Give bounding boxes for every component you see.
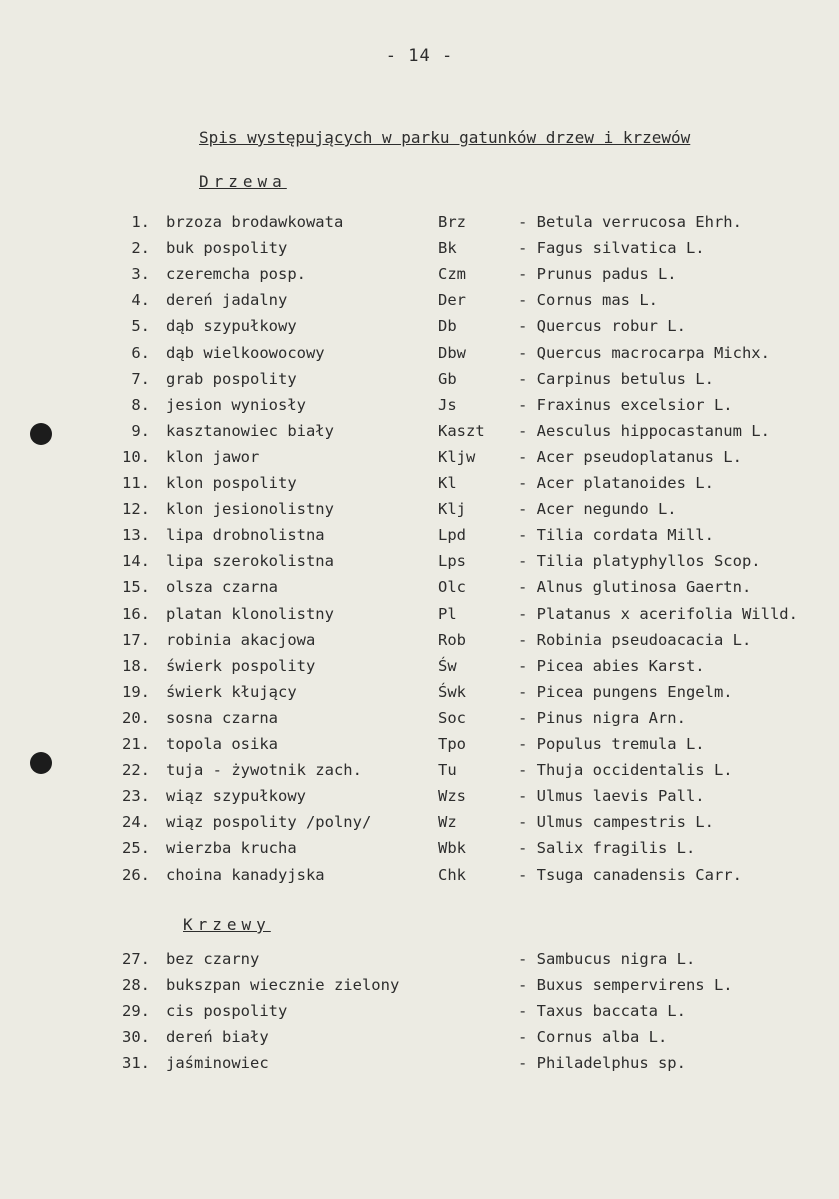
polish-name: wiąz pospolity /polny/ bbox=[166, 813, 372, 832]
tree-row bbox=[0, 735, 839, 761]
abbreviation: Wbk bbox=[438, 839, 466, 858]
species-number: 10. bbox=[122, 447, 150, 466]
latin-name: - Salix fragilis L. bbox=[518, 839, 696, 858]
abbreviation: Kaszt bbox=[438, 421, 485, 440]
polish-name: buk pospolity bbox=[166, 239, 288, 258]
species-number: 5. bbox=[131, 317, 150, 336]
species-number: 14. bbox=[122, 552, 150, 571]
abbreviation: Rob bbox=[438, 630, 466, 649]
species-number: 28. bbox=[122, 976, 150, 995]
tree-row bbox=[0, 631, 839, 657]
latin-name: - Cornus mas L. bbox=[518, 291, 658, 310]
abbreviation: Soc bbox=[438, 708, 466, 727]
species-number: 2. bbox=[131, 239, 150, 258]
latin-name: - Acer pseudoplatanus L. bbox=[518, 447, 742, 466]
abbreviation: Klj bbox=[438, 500, 466, 519]
polish-name: świerk kłujący bbox=[166, 682, 297, 701]
tree-row bbox=[0, 787, 839, 813]
species-number: 9. bbox=[131, 421, 150, 440]
abbreviation: Lpd bbox=[438, 526, 466, 545]
shrub-row bbox=[0, 1028, 839, 1054]
species-number: 12. bbox=[122, 500, 150, 519]
latin-name: - Taxus baccata L. bbox=[518, 1002, 686, 1021]
species-number: 23. bbox=[122, 787, 150, 806]
polish-name: brzoza brodawkowata bbox=[166, 213, 344, 231]
tree-row bbox=[0, 866, 839, 892]
polish-name: dąb szypułkowy bbox=[166, 317, 297, 336]
tree-row bbox=[0, 239, 839, 265]
polish-name: cis pospolity bbox=[166, 1002, 288, 1021]
species-number: 11. bbox=[122, 474, 150, 492]
tree-row bbox=[0, 813, 839, 839]
latin-name: - Thuja occidentalis L. bbox=[518, 761, 733, 780]
abbreviation: Kljw bbox=[438, 447, 476, 466]
latin-name: - Buxus sempervirens L. bbox=[518, 976, 733, 995]
abbreviation: Lps bbox=[438, 552, 466, 571]
latin-name: - Ulmus campestris L. bbox=[518, 813, 714, 832]
polish-name: jesion wyniosły bbox=[166, 395, 306, 414]
tree-row bbox=[0, 761, 839, 787]
shrub-row bbox=[0, 950, 839, 976]
document-title: Spis występujących w parku gatunków drzew i krzewów bbox=[199, 128, 691, 147]
polish-name: dereń jadalny bbox=[166, 291, 288, 310]
latin-name: - Pinus nigra Arn. bbox=[518, 708, 686, 727]
tree-row bbox=[0, 839, 839, 865]
latin-name: - Quercus robur L. bbox=[518, 317, 686, 336]
abbreviation: Gb bbox=[438, 369, 457, 388]
tree-row bbox=[0, 709, 839, 735]
species-number: 7. bbox=[131, 369, 150, 388]
polish-name: klon jesionolistny bbox=[166, 500, 334, 519]
tree-row bbox=[0, 396, 839, 422]
polish-name: robinia akacjowa bbox=[166, 630, 316, 649]
polish-name: dąb wielkoowocowy bbox=[166, 343, 325, 362]
species-number: 25. bbox=[122, 839, 150, 858]
latin-name: - Betula verrucosa Ehrh. bbox=[518, 213, 742, 231]
polish-name: wiąz szypułkowy bbox=[166, 787, 306, 806]
species-number: 16. bbox=[122, 604, 150, 623]
page-number: - 14 - bbox=[385, 46, 454, 66]
species-number: 6. bbox=[131, 343, 150, 362]
tree-row bbox=[0, 265, 839, 291]
polish-name: olsza czarna bbox=[166, 578, 278, 597]
punch-hole-bottom bbox=[30, 752, 52, 774]
species-number: 17. bbox=[122, 630, 150, 649]
latin-name: - Carpinus betulus L. bbox=[518, 369, 714, 388]
abbreviation: Brz bbox=[438, 213, 466, 231]
latin-name: - Fraxinus excelsior L. bbox=[518, 395, 733, 414]
polish-name: grab pospolity bbox=[166, 369, 297, 388]
tree-row bbox=[0, 500, 839, 526]
polish-name: kasztanowiec biały bbox=[166, 421, 334, 440]
latin-name: - Acer platanoides L. bbox=[518, 474, 714, 492]
latin-name: - Philadelphus sp. bbox=[518, 1054, 686, 1073]
polish-name: czeremcha posp. bbox=[166, 265, 306, 284]
latin-name: - Aesculus hippocastanum L. bbox=[518, 421, 770, 440]
latin-name: - Tsuga canadensis Carr. bbox=[518, 865, 742, 884]
polish-name: choina kanadyjska bbox=[166, 865, 325, 884]
species-number: 13. bbox=[122, 526, 150, 545]
tree-row bbox=[0, 474, 839, 500]
tree-row bbox=[0, 422, 839, 448]
latin-name: - Tilia platyphyllos Scop. bbox=[518, 552, 761, 571]
tree-row bbox=[0, 552, 839, 578]
species-number: 15. bbox=[122, 578, 150, 597]
tree-row bbox=[0, 370, 839, 396]
species-number: 1. bbox=[131, 213, 150, 231]
shrub-row bbox=[0, 1002, 839, 1028]
latin-name: - Picea pungens Engelm. bbox=[518, 682, 733, 701]
tree-row bbox=[0, 291, 839, 317]
species-number: 20. bbox=[122, 708, 150, 727]
abbreviation: Kl bbox=[438, 474, 457, 492]
latin-name: - Sambucus nigra L. bbox=[518, 950, 696, 968]
latin-name: - Fagus silvatica L. bbox=[518, 239, 705, 258]
species-number: 19. bbox=[122, 682, 150, 701]
polish-name: tuja - żywotnik zach. bbox=[166, 761, 362, 780]
species-number: 8. bbox=[131, 395, 150, 414]
abbreviation: Śwk bbox=[438, 682, 466, 701]
latin-name: - Robinia pseudoacacia L. bbox=[518, 630, 752, 649]
species-number: 21. bbox=[122, 735, 150, 753]
tree-row bbox=[0, 317, 839, 343]
latin-name: - Platanus x acerifolia Willd. bbox=[518, 604, 798, 623]
abbreviation: Św bbox=[438, 656, 457, 675]
species-number: 30. bbox=[122, 1028, 150, 1047]
abbreviation: Db bbox=[438, 317, 457, 336]
species-number: 18. bbox=[122, 656, 150, 675]
polish-name: klon pospolity bbox=[166, 474, 297, 492]
tree-row bbox=[0, 657, 839, 683]
tree-row bbox=[0, 344, 839, 370]
polish-name: jaśminowiec bbox=[166, 1054, 269, 1073]
latin-name: - Alnus glutinosa Gaertn. bbox=[518, 578, 752, 597]
tree-row bbox=[0, 683, 839, 709]
abbreviation: Tpo bbox=[438, 735, 466, 753]
polish-name: sosna czarna bbox=[166, 708, 278, 727]
latin-name: - Tilia cordata Mill. bbox=[518, 526, 714, 545]
tree-row bbox=[0, 526, 839, 552]
latin-name: - Quercus macrocarpa Michx. bbox=[518, 343, 770, 362]
shrub-row bbox=[0, 976, 839, 1002]
abbreviation: Bk bbox=[438, 239, 457, 258]
abbreviation: Czm bbox=[438, 265, 466, 284]
latin-name: - Ulmus laevis Pall. bbox=[518, 787, 705, 806]
punch-hole-top bbox=[30, 423, 52, 445]
latin-name: - Prunus padus L. bbox=[518, 265, 677, 284]
abbreviation: Js bbox=[438, 395, 457, 414]
abbreviation: Dbw bbox=[438, 343, 466, 362]
tree-row bbox=[0, 605, 839, 631]
polish-name: topola osika bbox=[166, 735, 278, 753]
species-number: 31. bbox=[122, 1054, 150, 1073]
species-number: 27. bbox=[122, 950, 150, 968]
polish-name: platan klonolistny bbox=[166, 604, 334, 623]
polish-name: lipa szerokolistna bbox=[166, 552, 334, 571]
trees-section-heading: Drzewa bbox=[199, 172, 287, 191]
tree-row bbox=[0, 578, 839, 604]
latin-name: - Cornus alba L. bbox=[518, 1028, 668, 1047]
abbreviation: Pl bbox=[438, 604, 457, 623]
latin-name: - Populus tremula L. bbox=[518, 735, 705, 753]
polish-name: klon jawor bbox=[166, 447, 260, 466]
polish-name: lipa drobnolistna bbox=[166, 526, 325, 545]
abbreviation: Wzs bbox=[438, 787, 466, 806]
abbreviation: Tu bbox=[438, 761, 457, 780]
polish-name: wierzba krucha bbox=[166, 839, 297, 858]
tree-row bbox=[0, 213, 839, 239]
species-number: 3. bbox=[131, 265, 150, 284]
abbreviation: Olc bbox=[438, 578, 466, 597]
shrub-row bbox=[0, 1054, 839, 1080]
tree-row bbox=[0, 448, 839, 474]
latin-name: - Picea abies Karst. bbox=[518, 656, 705, 675]
abbreviation: Der bbox=[438, 291, 466, 310]
species-number: 4. bbox=[131, 291, 150, 310]
species-number: 24. bbox=[122, 813, 150, 832]
species-number: 22. bbox=[122, 761, 150, 780]
abbreviation: Chk bbox=[438, 865, 466, 884]
species-number: 29. bbox=[122, 1002, 150, 1021]
abbreviation: Wz bbox=[438, 813, 457, 832]
polish-name: bez czarny bbox=[166, 950, 260, 968]
polish-name: dereń biały bbox=[166, 1028, 269, 1047]
polish-name: świerk pospolity bbox=[166, 656, 316, 675]
species-number: 26. bbox=[122, 865, 150, 884]
latin-name: - Acer negundo L. bbox=[518, 500, 677, 519]
polish-name: bukszpan wiecznie zielony bbox=[166, 976, 400, 995]
shrubs-section-heading: Krzewy bbox=[183, 915, 271, 934]
